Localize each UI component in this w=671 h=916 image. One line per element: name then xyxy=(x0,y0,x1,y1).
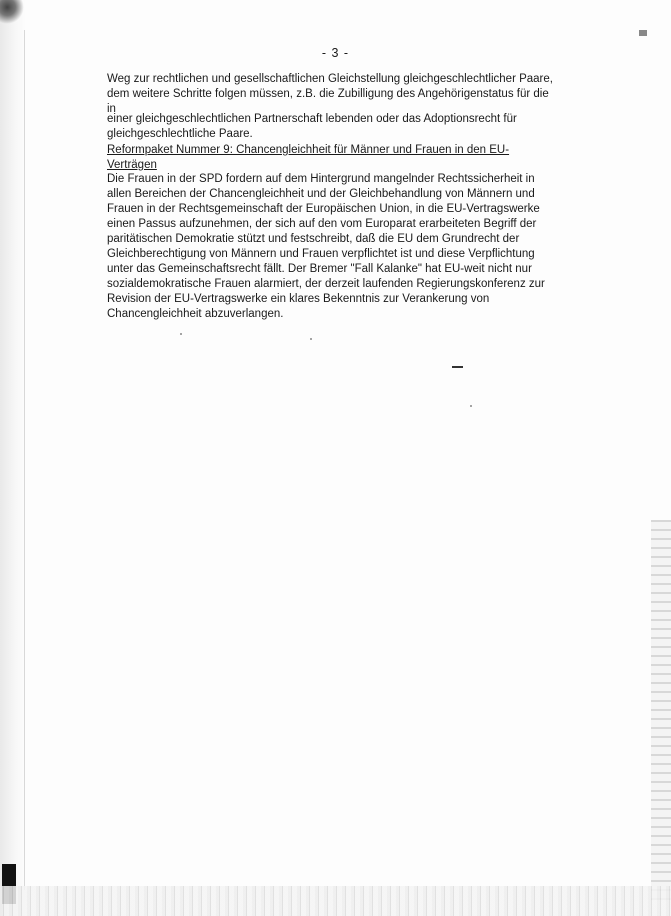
scan-right-edge xyxy=(651,520,671,900)
scan-speck xyxy=(310,338,312,340)
scan-corner-mark xyxy=(0,0,24,24)
scan-speck xyxy=(180,333,182,335)
page-number: - 3 - xyxy=(321,46,350,60)
paragraph-3: Die Frauen in der SPD fordern auf dem Hintergrund mangelnder Rechtssicherheit in allen Bereichen der Chancengleichheit und der Gleichbehandlung von Männern und Frauen in der Rechtsgemeinschaft der Europäischen Union, in die EU-Vertragswerke einen Passus aufzunehmen, der sich auf den vom Europarat erarbeiteten Begriff der paritätischen Demokratie stützt und festschreibt, daß die EU dem Grundrecht der Gleichberechtigung von Männern und Frauen verpflichtet ist und diese Verpflichtung unter das Gemeinschaftsrecht fällt. Der Bremer "Fall Kalanke" hat EU-weit nicht nur sozialdemokratische Frauen alarmiert, der derzeit laufenden Regierungskonferenz zur Revision der EU-Vertragswerke ein klares Bekenntnis zur Verankerung von Chancengleichheit abzuverlangen. xyxy=(107,173,545,320)
scan-left-edge xyxy=(0,0,26,916)
paragraph-1: Weg zur rechtlichen und gesellschaftlichen Gleichstellung gleichgeschlechtlicher Paare, dem weitere Schritte folgen müssen, z.B. die Zubilligung des Angehörigenstatus für die in xyxy=(107,73,553,115)
stray-dash-mark xyxy=(452,366,463,368)
scan-right-tick xyxy=(639,30,647,36)
scan-edge-line xyxy=(24,30,25,890)
paragraph-2: einer gleichgeschlechtlichen Partnerschaft lebenden oder das Adoptionsrecht für gleichgeschlechtliche Paare. xyxy=(107,113,517,140)
section-heading: Reformpaket Nummer 9: Chancengleichheit für Männer und Frauen in den EU-Verträgen xyxy=(107,144,510,171)
scan-bottom-strip xyxy=(0,886,671,916)
scan-speck xyxy=(470,405,472,407)
